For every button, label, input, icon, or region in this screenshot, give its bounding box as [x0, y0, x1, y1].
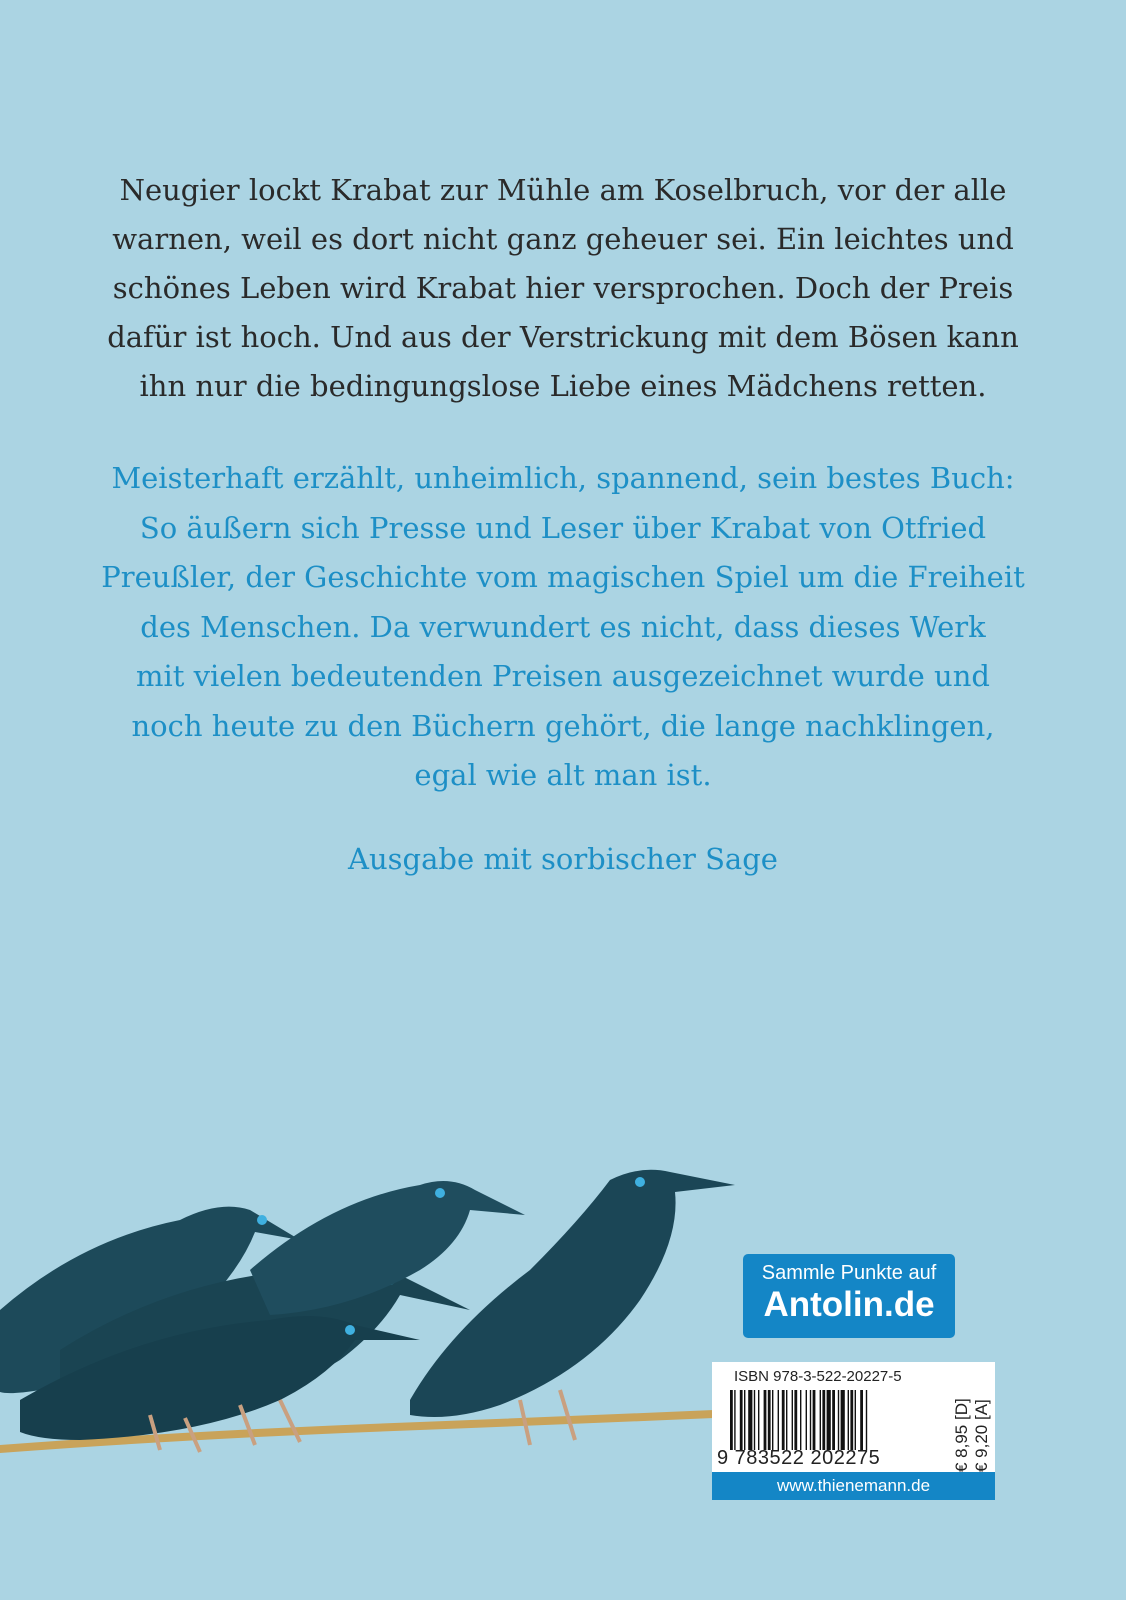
blurb-text [100, 166, 1026, 411]
barcode-icon [730, 1390, 950, 1450]
price-de: € 8,95 [D] [952, 1398, 971, 1472]
blurb-line: schönes Leben wird Krabat hier versprochen. Doch der Preis [112, 271, 1014, 305]
antolin-line2: Antolin.de [763, 1285, 935, 1324]
praise-line: Preußler, der Geschichte vom magischen Spiel um die Freiheit [101, 560, 1025, 594]
blurb-line: warnen, weil es dort nicht ganz geheuer sei. Ein leichtes und [112, 222, 1014, 256]
blurb-line: dafür ist hoch. Und aus der Verstrickung mit dem Bösen kann [107, 320, 1019, 354]
barcode-box [712, 1362, 995, 1500]
praise-line: egal wie alt man ist. [414, 758, 712, 792]
price-block [952, 1392, 992, 1472]
barcode-digits: 9 783522 202275 [717, 1447, 881, 1469]
praise-line: So äußern sich Presse und Leser über Krabat von Otfried [139, 510, 987, 545]
blurb-line: Neugier lockt Krabat zur Mühle am Koselbruch, vor der alle [119, 173, 1007, 207]
praise-line: des Menschen. Da verwundert es nicht, dass dieses Werk [140, 609, 986, 644]
praise-line: mit vielen bedeutenden Preisen ausgezeichnet wurde und [136, 659, 990, 693]
edition-note: Ausgabe mit sorbischer Sage [348, 842, 778, 876]
antolin-badge [743, 1254, 955, 1338]
price-at: € 9,20 [A] [972, 1399, 991, 1472]
blurb-line: ihn nur die bedingungslose Liebe eines Mädchens retten. [139, 369, 987, 403]
antolin-line1: Sammle Punkte auf [761, 1262, 937, 1284]
publisher-website: www.thienemann.de [712, 1472, 995, 1500]
praise-line: noch heute zu den Büchern gehört, die lange nachklingen, [131, 708, 995, 743]
praise-text [100, 454, 1026, 801]
praise-line: Meisterhaft erzählt, unheimlich, spannend, sein bestes Buch: [111, 461, 1015, 495]
ravens-illustration [0, 1160, 760, 1480]
isbn-text: ISBN 978-3-522-20227-5 [734, 1368, 902, 1385]
